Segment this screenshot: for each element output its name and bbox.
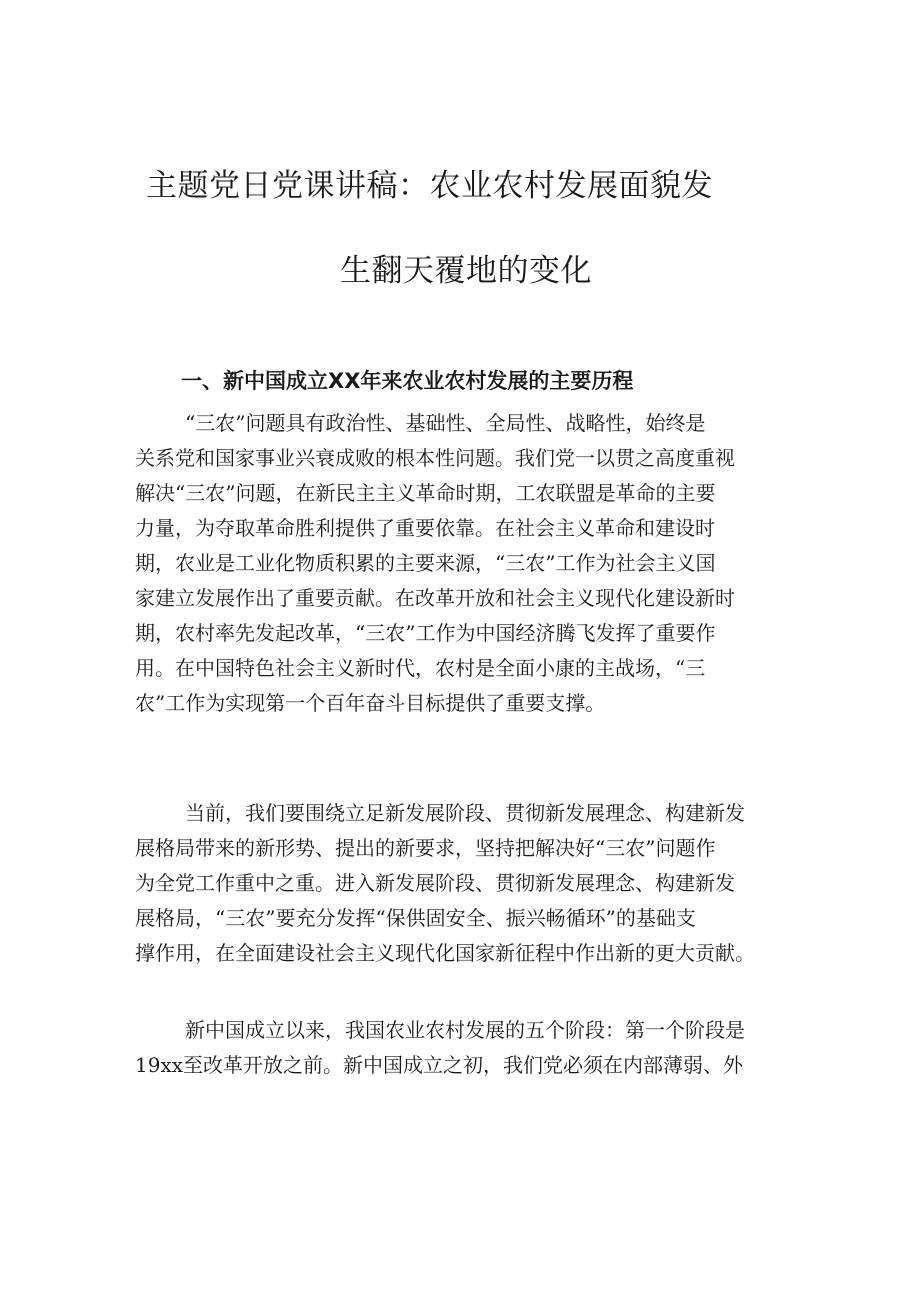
document-title-line-1: 主题党日党课讲稿：农业农村发展面貌发 — [146, 168, 713, 204]
paragraph-line: 用。在中国特色社会主义新时代，农村是全面小康的主战场，“三 — [135, 656, 706, 680]
paragraph-line: 撑作用，在全面建设社会主义现代化国家新征程中作出新的更大贡献。 — [135, 941, 755, 965]
paragraph-line: 展格局带来的新形势、提出的新要求，坚持把解决好“三农”问题作 — [135, 836, 716, 860]
paragraph-3 — [135, 1013, 795, 1083]
paragraph-line: 期，农村率先发起改革，“三农”工作为中国经济腾飞发挥了重要作 — [135, 621, 716, 645]
paragraph-line: 为全党工作重中之重。进入新发展阶段、贯彻新发展理念、构建新发 — [135, 871, 735, 895]
paragraph-line: 农”工作为实现第一个百年奋斗目标提供了重要支撑。 — [135, 691, 606, 715]
section-heading: 一、新中国成立XX年来农业农村发展的主要历程 — [181, 369, 634, 393]
paragraph-line: 新中国成立以来，我国农业农村发展的五个阶段：第一个阶段是 — [185, 1018, 745, 1042]
paragraph-line: “三农”问题具有政治性、基础性、全局性、战略性，始终是 — [185, 411, 706, 435]
paragraph-2 — [135, 796, 795, 971]
paragraph-line: 期，农业是工业化物质积累的主要来源，“三农”工作为社会主义国 — [135, 551, 716, 575]
document-title-line-2: 生翻天覆地的变化 — [340, 253, 592, 289]
paragraph-line: 关系党和国家事业兴衰成败的根本性问题。我们党一以贯之高度重视 — [135, 446, 735, 470]
paragraph-line: 解决“三农”问题，在新民主主义革命时期，工农联盟是革命的主要 — [135, 481, 716, 505]
paragraph-line: 力量，为夺取革命胜利提供了重要依靠。在社会主义革命和建设时 — [135, 516, 715, 540]
paragraph-line: 19xx至改革开放之前。新中国成立之初，我们党必须在内部薄弱、外 — [135, 1053, 744, 1077]
paragraph-line: 家建立发展作出了重要贡献。在改革开放和社会主义现代化建设新时 — [135, 586, 735, 610]
paragraph-1 — [135, 406, 795, 721]
paragraph-line: 当前，我们要围绕立足新发展阶段、贯彻新发展理念、构建新发 — [185, 801, 745, 825]
paragraph-line: 展格局，“三农”要充分发挥“保供固安全、振兴畅循环”的基础支 — [135, 906, 696, 930]
